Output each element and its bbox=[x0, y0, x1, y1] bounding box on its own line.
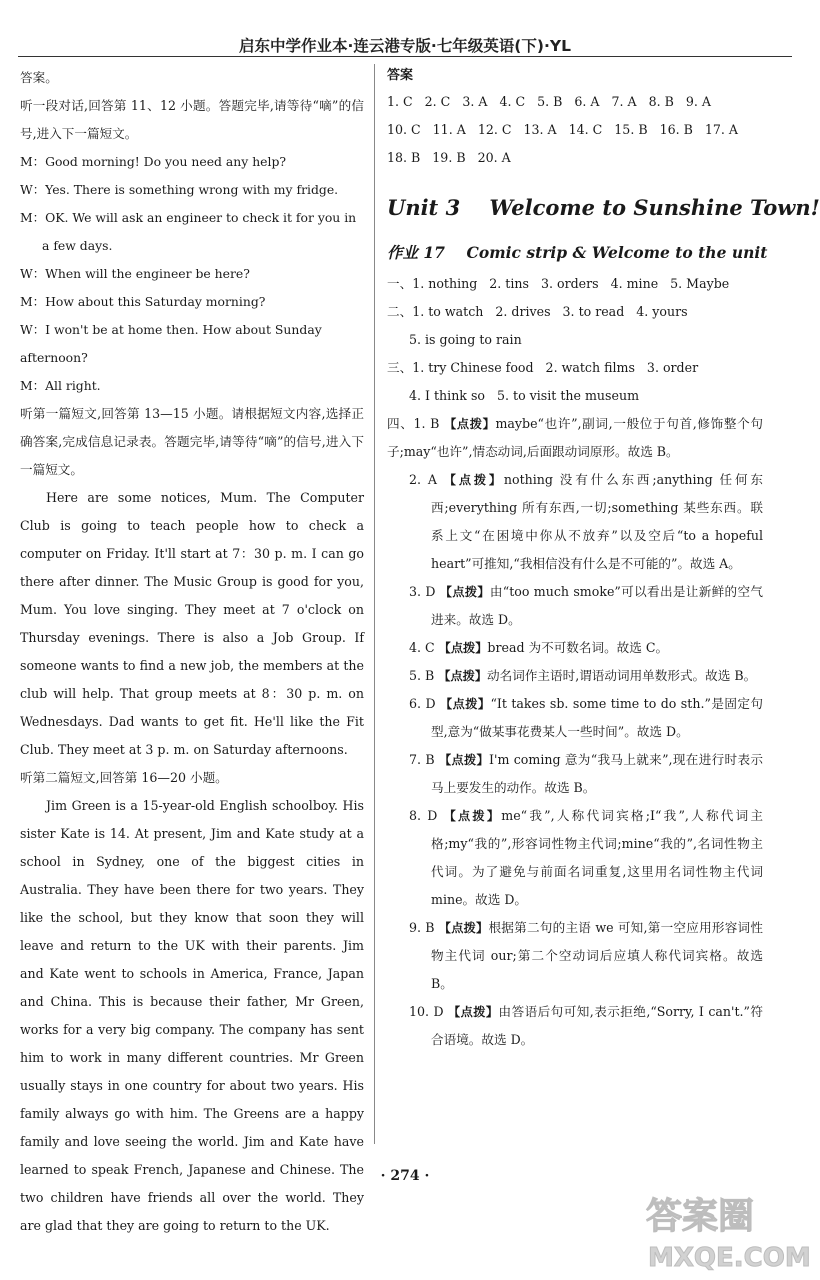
listening-instruction-2: 听第一篇短文,回答第 13—15 小题。请根据短文内容,选择正确答案,完成信息记录表。答题完毕,请等待“嘀”的信号,进入下一篇短文。 bbox=[20, 406, 364, 477]
watermark-top-text: 答案圈 bbox=[646, 1196, 755, 1237]
dialogue-line: W：I won't be at home then. How about Sunday afternoon? bbox=[20, 322, 322, 365]
explanation-item: 6. D 【点拨】“It takes sb. some time to do sth.”是固定句型,意为“做某事花费某人一些时间”。故选 D。 bbox=[409, 696, 763, 739]
answers-row: 10. C 11. A 12. C 13. A 14. C 15. B 16. B 17. A bbox=[387, 122, 739, 137]
column-divider bbox=[374, 64, 375, 1144]
explanation-item: 9. B 【点拨】根据第二句的主语 we 可知,第一空应用形容词性物主代词 our;第二个空动词后应填人称代词宾格。故选 B。 bbox=[409, 920, 763, 991]
dialogue-line: M：OK. We will ask an engineer to check it for you in a few days. bbox=[20, 210, 357, 253]
page-number: · 274 · bbox=[380, 1168, 430, 1184]
unit-title: Unit 3 Welcome to Sunshine Town! bbox=[387, 195, 820, 220]
explanation-item: 4. C 【点拨】bread 为不可数名词。故选 C。 bbox=[409, 640, 669, 655]
watermark-logo bbox=[644, 1188, 811, 1274]
explanation-item: 10. D 【点拨】由答语后句可知,表示拒绝,“Sorry, I can't.”符合语境。故选 D。 bbox=[409, 1004, 764, 1047]
explanation-item: 四、1. B 【点拨】maybe“也许”,副词,一般位于句首,修饰整个句子;may“也许”,情态动词,后面跟动词原形。故选 B。 bbox=[387, 416, 764, 459]
listening-instruction-1: 听一段对话,回答第 11、12 小题。答题完毕,请等待“嘀”的信号,进入下一篇短文。 bbox=[20, 98, 364, 141]
explanation-item: 2. A 【点拨】nothing 没有什么东西;anything 任何东西;everything 所有东西,一切;something 某些东西。联系上文“在困境中你从不放弃”以及空后“to a hopeful heart”可推知,“我相信没有什么是不可能的”。故选 A。 bbox=[409, 472, 763, 571]
answer-line: 答案。 bbox=[20, 70, 58, 85]
left-column bbox=[20, 64, 364, 1240]
section-two-cont: 5. is going to rain bbox=[409, 332, 522, 347]
passage-2: Jim Green is a 15-year-old English schoolboy. His sister Kate is 14. At present, Jim and Kate study at a school in Sydney, one of the biggest cities in Australia. They have been there for two years. They like the school, but they know that soon they will leave and return to the UK with their parents. Jim and Kate went to schools in America, France, Japan and China. This is because their father, Mr Green, works for a very big company. The company has sent him to work in many different countries. Mr Green usually stays in one country for about two years. His family always go with him. The Greens are a happy family and love seeing the world. Jim and Kate have learned to speak French, Japanese and Chinese. The two children have friends all over the world. They are glad that they are going to return to the UK. bbox=[20, 798, 364, 1233]
explanation-item: 8. D 【点拨】me“我”,人称代词宾格;I“我”,人称代词主格;my“我的”,形容词性物主代词;mine“我的”,名词性物主代词。为了避免与前面名词重复,这里用名词性物主代词 mine。故选 D。 bbox=[409, 808, 764, 907]
right-column bbox=[387, 64, 820, 1054]
section-three: 三、1. try Chinese food 2. watch films 3. order bbox=[387, 360, 699, 375]
dialogue-line: W：Yes. There is something wrong with my fridge. bbox=[20, 182, 339, 197]
answers-row: 1. C 2. C 3. A 4. C 5. B 6. A 7. A 8. B 9. A bbox=[387, 94, 712, 109]
explanation-item: 3. D 【点拨】由“too much smoke”可以看出是让新鲜的空气进来。故选 D。 bbox=[409, 584, 764, 627]
running-header: 启东中学作业本·连云港专版·七年级英语(下)·YL bbox=[239, 37, 571, 55]
listening-instruction-3: 听第二篇短文,回答第 16—20 小题。 bbox=[20, 770, 228, 785]
dialogue-line: W：When will the engineer be here? bbox=[20, 266, 250, 281]
section-three-cont: 4. I think so 5. to visit the museum bbox=[409, 388, 640, 403]
dialogue-line: M：Good morning! Do you need any help? bbox=[20, 154, 287, 169]
homework-title: 作业 17 Comic strip & Welcome to the unit bbox=[387, 243, 768, 262]
answers-heading: 答案 bbox=[387, 68, 414, 83]
dialogue-line: M：All right. bbox=[20, 378, 101, 393]
section-two: 二、1. to watch 2. drives 3. to read 4. yours bbox=[387, 304, 688, 319]
header-rule bbox=[18, 56, 792, 57]
dialogue-line: M：How about this Saturday morning? bbox=[20, 294, 266, 309]
explanation-item: 7. B 【点拨】I'm coming 意为“我马上就来”,现在进行时表示马上要发生的动作。故选 B。 bbox=[409, 752, 763, 795]
explanation-item: 5. B 【点拨】动名词作主语时,谓语动词用单数形式。故选 B。 bbox=[409, 668, 757, 683]
section-one: 一、1. nothing 2. tins 3. orders 4. mine 5. Maybe bbox=[387, 276, 730, 291]
watermark-bottom-text: MXQE.COM bbox=[648, 1243, 811, 1273]
answers-row: 18. B 19. B 20. A bbox=[387, 150, 511, 165]
passage-1: Here are some notices, Mum. The Computer Club is going to teach people how to check a computer on Friday. It'll start at 7：30 p. m. I can go there after dinner. The Music Group is good for you, Mum. You love singing. They meet at 7 o'clock on Thursday evenings. There is also a Job Group. If someone wants to find a new job, the members at the club will help. That group meets at 8：30 p. m. on Wednesdays. Dad wants to get fit. He'll like the Fit Club. They meet at 3 p. m. on Saturday afternoons. bbox=[20, 490, 364, 757]
